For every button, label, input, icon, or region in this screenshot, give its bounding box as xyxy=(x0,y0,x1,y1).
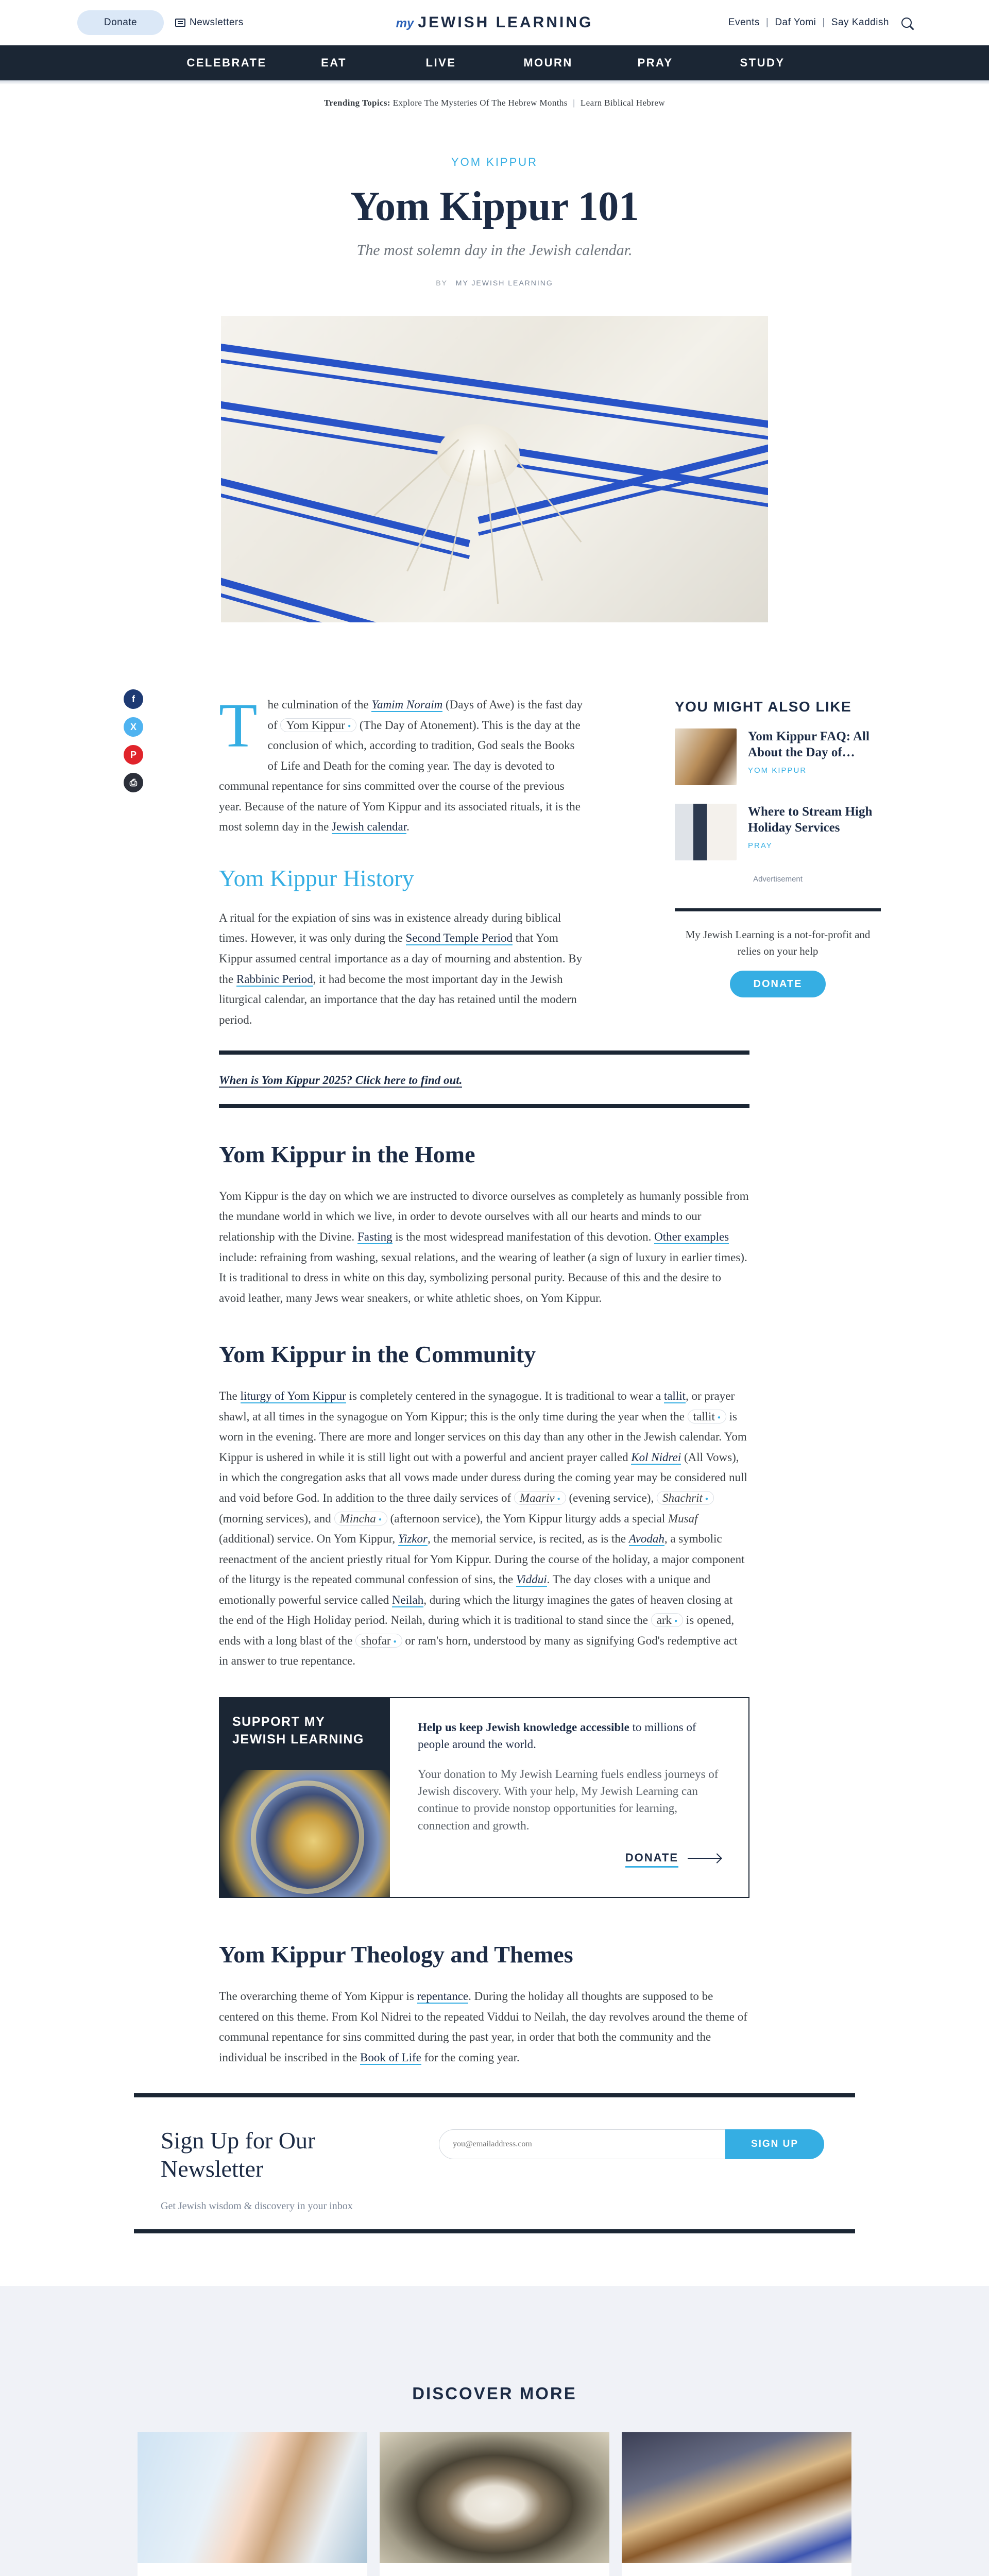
text: Yom Kippur is the day on which we are instructed to divorce ourselves as completely as humanly possible from the mundane world in which we live, in order to devote ourselves with all our hearts and minds to our relationship with the Divine. xyxy=(219,1189,749,1243)
related-thumb-phone xyxy=(675,804,737,860)
text: (evening service), xyxy=(566,1492,657,1504)
article-card[interactable] xyxy=(622,2432,851,2576)
link-kol-nidrei[interactable]: Kol Nidrei xyxy=(631,1450,681,1464)
text: (Days of Awe) is the fast day of xyxy=(267,698,583,732)
facebook-icon[interactable]: f xyxy=(124,689,143,709)
separator: | xyxy=(765,17,769,28)
newsletter-subtext: Get Jewish wisdom & discovery in your inbox xyxy=(161,2200,353,2212)
link-second-temple[interactable]: Second Temple Period xyxy=(405,931,513,945)
text: (The Day of Atonement). This is the day at the conclusion of which, according to tradition, God seals the Books of Life and Death for the coming year. The day is devoted to communal repentance for sins committed over the course of the previous year. Because of the nature of Yom Kippur and its associated rituals, it is the most solemn day in the xyxy=(219,718,581,834)
callout-link[interactable]: When is Yom Kippur 2025? Click here to find out. xyxy=(219,1074,463,1087)
card-list xyxy=(0,2432,989,2576)
text: . The day closes with a unique and emotionally powerful service called xyxy=(219,1573,711,1606)
link-other-examples[interactable]: Other examples xyxy=(654,1230,729,1243)
text: is opened, ends with a long blast of the xyxy=(219,1614,735,1647)
donate-pill-button[interactable]: Donate xyxy=(77,10,164,35)
x-twitter-icon[interactable]: X xyxy=(124,717,143,737)
link-yizkor[interactable]: Yizkor xyxy=(398,1532,428,1546)
card-image-goat xyxy=(380,2432,609,2563)
divider xyxy=(675,908,881,911)
support-box xyxy=(219,1697,749,1898)
related-heading: YOU MIGHT ALSO LIKE xyxy=(675,699,852,715)
text: , the memorial service, is recited, as is the xyxy=(427,1532,629,1546)
newsletters-link[interactable] xyxy=(175,17,244,28)
section-heading: Yom Kippur History xyxy=(219,865,414,891)
nav-shadow xyxy=(0,80,989,84)
glossary-term[interactable]: Maariv ● xyxy=(514,1491,566,1505)
related-item[interactable] xyxy=(675,728,881,785)
text: (morning services), and xyxy=(219,1512,334,1525)
text: is worn in the evening. There are more and longer services on this day than any other in the Jewish calendar. Yom Kippur is ushered in while it is still light out with a powerful and ancient prayer called xyxy=(219,1410,747,1464)
link-rabbinic-period[interactable]: Rabbinic Period xyxy=(236,972,313,986)
newsletters-label: Newsletters xyxy=(190,17,244,28)
callout-box xyxy=(219,1050,749,1108)
support-heading: SUPPORT MY JEWISH LEARNING xyxy=(232,1714,364,1747)
trending-label: Trending Topics: xyxy=(323,98,390,108)
main-content xyxy=(124,622,873,2067)
support-donate-button[interactable] xyxy=(418,1850,721,1868)
top-utility-links xyxy=(728,17,912,28)
events-link[interactable]: Events xyxy=(728,17,760,28)
link-fasting[interactable]: Fasting xyxy=(357,1230,393,1243)
article-body xyxy=(219,691,749,2067)
nav-eat[interactable]: EAT xyxy=(321,56,347,69)
text-italic: Musaf xyxy=(668,1512,698,1525)
related-thumb-shofar xyxy=(675,728,737,785)
donate-label: DONATE xyxy=(625,1850,678,1868)
section-heading: Yom Kippur Theology and Themes xyxy=(219,1941,573,1968)
text: or ram's horn, understood by many as signifying God's redemptive act in answer to true repentance. xyxy=(219,1634,738,1668)
link-avodah[interactable]: Avodah xyxy=(628,1532,664,1546)
text: (additional) service. On Yom Kippur, xyxy=(219,1532,398,1546)
article-subtitle: The most solemn day in the Jewish calendar. xyxy=(356,242,633,259)
section-heading: Yom Kippur in the Home xyxy=(219,1141,475,1167)
say-kaddish-link[interactable]: Say Kaddish xyxy=(831,17,889,28)
link-tallit[interactable]: tallit xyxy=(663,1389,686,1403)
glossary-term[interactable]: Shachrit ● xyxy=(657,1491,714,1505)
newsletter-form xyxy=(439,2129,824,2159)
text-bold: Help us keep Jewish knowledge accessible xyxy=(418,1720,629,1734)
nav-celebrate[interactable]: CELEBRATE xyxy=(186,56,267,69)
advertisement-label: Advertisement xyxy=(753,875,803,884)
daf-yomi-link[interactable]: Daf Yomi xyxy=(775,17,816,28)
trending-topics xyxy=(0,84,989,108)
support-artwork xyxy=(220,1770,390,1897)
page-title: Yom Kippur 101 xyxy=(350,184,639,229)
article-card[interactable] xyxy=(138,2432,367,2576)
related-item[interactable] xyxy=(675,804,881,860)
site-logo[interactable] xyxy=(396,14,593,31)
text: to millions of people around the world. xyxy=(418,1720,696,1751)
glossary-term[interactable]: Mincha ● xyxy=(334,1512,387,1526)
glossary-term[interactable]: tallit ● xyxy=(688,1410,726,1423)
text: The xyxy=(219,1389,241,1403)
artwork-ring xyxy=(251,1781,364,1894)
home-paragraph xyxy=(219,1186,749,1308)
newsletter-heading: Sign Up for Our Newsletter xyxy=(161,2127,316,2182)
text: (afternoon service), the Yom Kippur liturgy adds a special xyxy=(387,1512,668,1525)
link-book-of-life[interactable]: Book of Life xyxy=(360,2050,421,2064)
nonprofit-note: My Jewish Learning is a not-for-profit and relies on your help xyxy=(685,928,871,957)
support-lead xyxy=(418,1719,721,1753)
nav-live[interactable]: LIVE xyxy=(425,56,456,69)
theology-paragraph xyxy=(219,1986,749,2067)
text: The overarching theme of Yom Kippur is xyxy=(219,1990,417,2003)
link-jewish-calendar[interactable]: Jewish calendar xyxy=(332,820,407,834)
link-repentance[interactable]: repentance xyxy=(417,1990,469,2003)
logo-my: my xyxy=(396,16,414,30)
article-card[interactable] xyxy=(380,2432,609,2576)
byline-by: BY xyxy=(436,279,448,287)
section-heading: Yom Kippur in the Community xyxy=(219,1341,536,1368)
text: that Yom Kippur assumed central importance as a day of mourning and abstention. By the xyxy=(219,931,583,986)
link-liturgy[interactable]: liturgy of Yom Kippur xyxy=(240,1389,346,1403)
related-title: Yom Kippur FAQ: All About the Day of… xyxy=(748,730,869,760)
related-category: PRAY xyxy=(748,841,773,850)
support-content xyxy=(390,1698,748,1897)
glossary-term[interactable]: Yom Kippur ● xyxy=(280,718,356,732)
trending-item[interactable]: Learn Biblical Hebrew xyxy=(580,98,666,108)
newsletter-signup-button[interactable]: SIGN UP xyxy=(725,2129,824,2159)
nav-mourn[interactable]: MOURN xyxy=(523,56,573,69)
card-image-shofar-child xyxy=(138,2432,367,2563)
text: , during which the liturgy imagines the gates of heaven closing at the end of the High Holiday period. Neilah, during which it is traditional to stand since the xyxy=(219,1593,733,1627)
sidebar-donate-button[interactable]: DONATE xyxy=(730,971,826,997)
text: , a symbolic reenactment of the ancient priestly ritual for Yom Kippur. During the course of the holiday, a major component of the liturgy is the repeated communal confession of sins, the xyxy=(219,1532,745,1586)
nav-pray[interactable]: PRAY xyxy=(637,56,673,69)
glossary-term[interactable]: shofar ● xyxy=(355,1634,402,1648)
share-bar xyxy=(124,689,143,792)
intro-paragraph xyxy=(219,691,585,837)
pinterest-icon[interactable]: P xyxy=(124,745,143,765)
drop-cap: T xyxy=(219,691,258,760)
text: . xyxy=(406,820,410,834)
newsletter-email-input[interactable] xyxy=(439,2129,725,2159)
text: (All Vows), in which the congregation asks that all vows made under duress during the coming year may be considered null and void before God. In addition to the three daily services of xyxy=(219,1450,747,1504)
discover-heading: DISCOVER MORE xyxy=(412,2384,577,2403)
text: include: refraining from washing, sexual relations, and the wearing of leather (a sign of luxury in earlier times). It is traditional to dress in white on this day, symbolizing personal purity. Because of this and the desire to avoid leather, many Jews wear sneakers, or white athletic shoes, on Yom Kippur. xyxy=(219,1250,747,1304)
trending-item[interactable]: Explore The Mysteries Of The Hebrew Months xyxy=(393,98,568,108)
text: A ritual for the expiation of sins was in existence already during biblical times. However, it was only during the xyxy=(219,911,561,945)
newsletter-signup xyxy=(134,2093,855,2233)
separator: | xyxy=(573,98,575,108)
link-neilah[interactable]: Neilah xyxy=(391,1593,424,1606)
main-nav xyxy=(0,45,989,80)
related-category: YOM KIPPUR xyxy=(748,766,807,775)
support-body: Your donation to My Jewish Learning fuels endless journeys of Jewish discovery. With your help, My Jewish Learning can continue to provide nonstop opportunities for learning, connection and growth. xyxy=(418,1767,719,1832)
community-paragraph xyxy=(219,1386,749,1671)
support-panel xyxy=(220,1698,390,1897)
text: , or prayer shawl, at all times in the synagogue on Yom Kippur; this is the only time during the year when the xyxy=(219,1389,735,1423)
separator: | xyxy=(822,17,825,28)
link-yamim-noraim[interactable]: Yamim Noraim xyxy=(371,698,443,711)
glossary-term[interactable]: ark ● xyxy=(651,1613,683,1627)
search-icon[interactable] xyxy=(901,18,912,28)
print-icon[interactable]: ⎙ xyxy=(124,773,143,792)
newsletter-icon xyxy=(175,19,185,27)
logo-name: JEWISH LEARNING xyxy=(418,14,593,31)
article-category[interactable]: YOM KIPPUR xyxy=(451,156,538,168)
card-image-shofar-tallit xyxy=(622,2432,851,2563)
text: . During the holiday all thoughts are supposed to be centered on this theme. From Kol Nidrei to the repeated Viddui to Neilah, the day revolves around the theme of communal repentance for sins committed during the past year, in order that both the community and the individual be inscribed in the xyxy=(219,1990,747,2064)
text: for the coming year. xyxy=(421,2050,520,2064)
text: is the most widespread manifestation of this devotion. xyxy=(392,1230,655,1243)
nav-study[interactable]: STUDY xyxy=(740,56,785,69)
text: he culmination of the xyxy=(267,698,372,711)
byline-author[interactable]: MY JEWISH LEARNING xyxy=(455,279,553,287)
history-paragraph xyxy=(219,908,585,1030)
article-intro-column xyxy=(219,691,585,1030)
hero-image-tallit xyxy=(221,316,768,622)
arrow-right-icon xyxy=(688,1858,721,1859)
text: , it had become the most important day in the Jewish liturgical calendar, an importance that the day has retained until the modern period. xyxy=(219,972,577,1026)
text: is completely centered in the synagogue. It is traditional to wear a xyxy=(346,1389,664,1403)
related-title: Where to Stream High Holiday Services xyxy=(748,805,873,835)
byline xyxy=(0,279,989,287)
top-bar xyxy=(0,0,989,45)
discover-more xyxy=(0,2286,989,2576)
related-sidebar xyxy=(675,699,881,997)
link-viddui[interactable]: Viddui xyxy=(516,1573,547,1586)
